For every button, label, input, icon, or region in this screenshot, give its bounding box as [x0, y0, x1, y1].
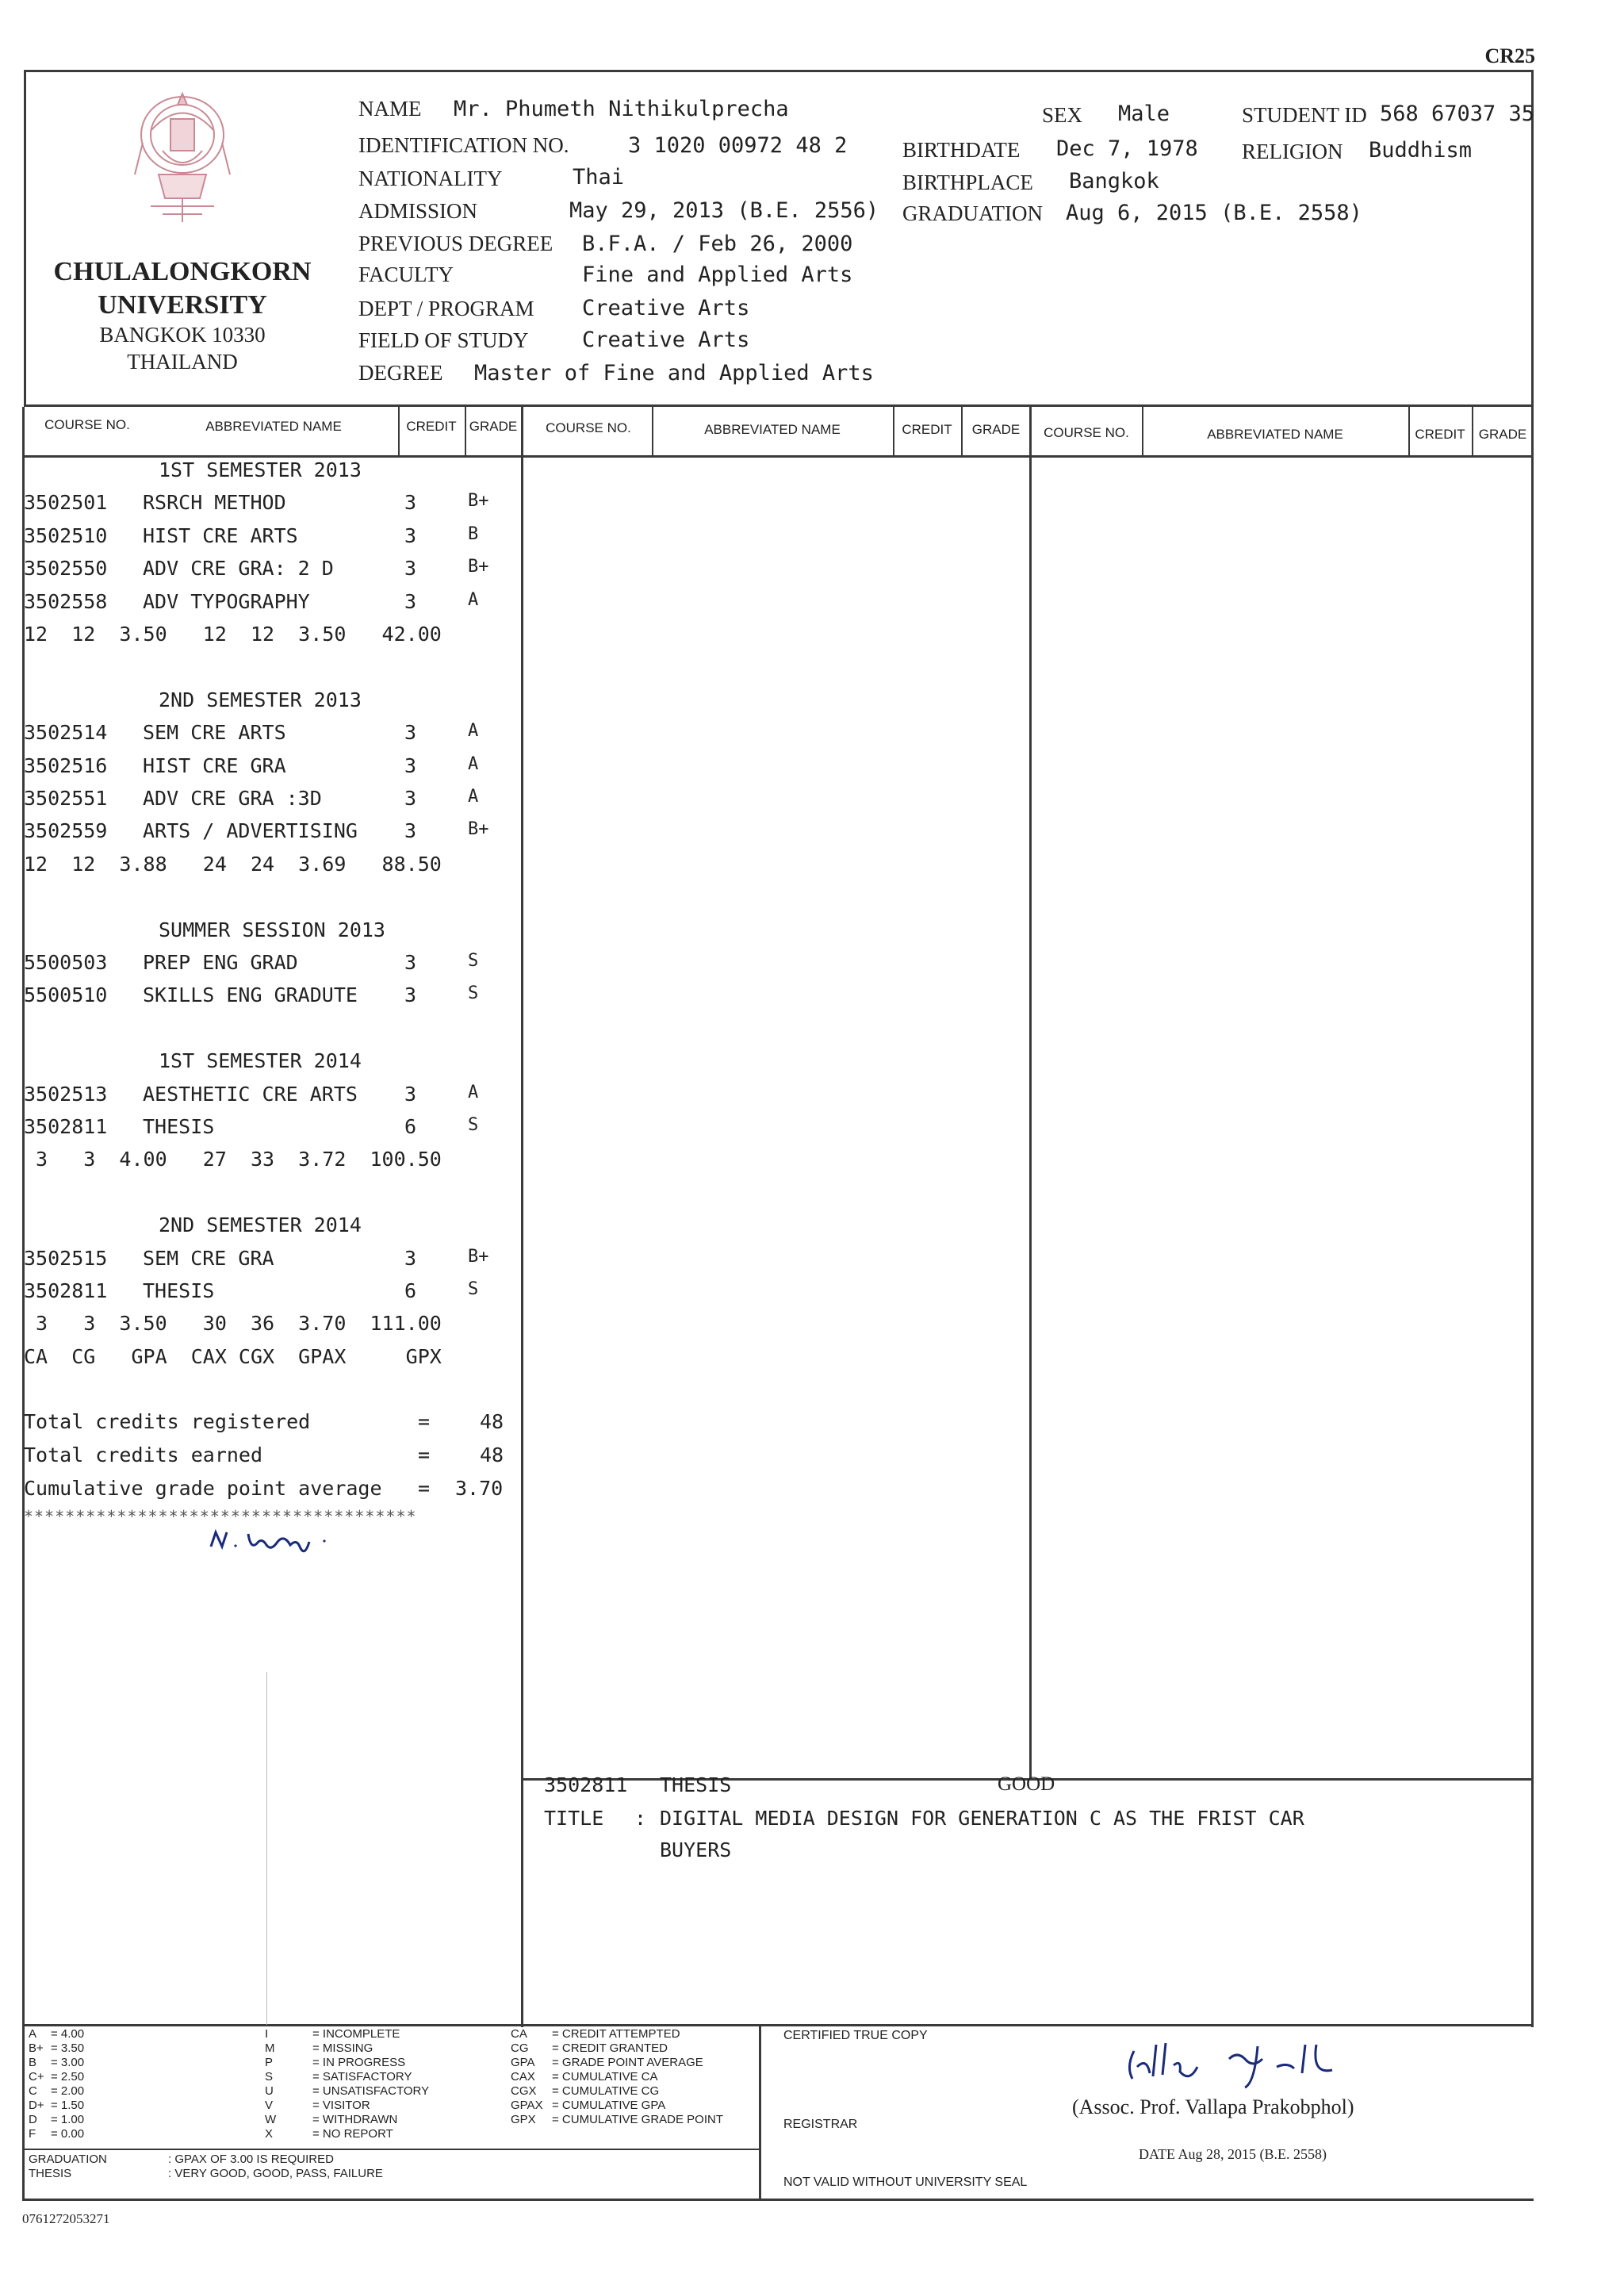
abbrev-entry-value: = CREDIT GRANTED	[552, 2041, 668, 2055]
legend-left	[22, 2024, 25, 2201]
course-credit: 3	[404, 983, 417, 1006]
total-earned-label: Total credits earned	[24, 1443, 263, 1466]
legend-grad-divider	[22, 2149, 760, 2150]
abbrev-entry-value: = CREDIT ATTEMPTED	[552, 2027, 680, 2041]
course-grade: B+	[468, 819, 489, 839]
grade-entry-value: = 2.50	[51, 2070, 85, 2084]
thesis-title-line2: BUYERS	[660, 1838, 732, 1861]
grade-entry-key: D+	[29, 2099, 44, 2112]
cumulative-gpa-row	[24, 1477, 515, 1509]
summary-values: 3 3 4.00 27 33 3.72 100.50	[24, 1148, 442, 1171]
semester-summary	[24, 1345, 515, 1377]
dept-label: DEPT / PROGRAM	[358, 297, 534, 320]
course-name: ADV TYPOGRAPHY	[143, 590, 310, 613]
graduation-requirement: : GPAX OF 3.00 IS REQUIRED	[168, 2153, 334, 2166]
course-name: RSRCH METHOD	[143, 491, 286, 514]
faculty-value: Fine and Applied Arts	[582, 263, 853, 287]
graduation-requirements-text	[168, 2153, 383, 2181]
religion-label: RELIGION	[1242, 140, 1343, 163]
total-registered-row	[24, 1410, 515, 1442]
frame-right	[1531, 70, 1534, 2027]
total-earned-row	[24, 1443, 515, 1475]
grade-entry	[29, 2127, 84, 2141]
semester-summary	[24, 1148, 515, 1179]
colon: :	[634, 1807, 647, 1830]
abbrev-entry	[511, 2027, 723, 2041]
grade-entry-key: D	[29, 2113, 37, 2126]
admission-value: May 29, 2013 (B.E. 2556)	[569, 198, 879, 223]
name-value: Mr. Phumeth Nithikulprecha	[454, 97, 789, 121]
university-seal	[127, 87, 238, 226]
grade-entry-value: = 3.00	[51, 2056, 85, 2069]
grade-entry-key: B	[29, 2056, 37, 2069]
university-address	[32, 321, 333, 375]
course-name: SKILLS ENG GRADUTE	[143, 983, 358, 1006]
sex-value: Male	[1118, 102, 1170, 126]
id-no-value: 3 1020 00972 48 2	[628, 133, 848, 158]
birthplace-value: Bangkok	[1069, 169, 1159, 194]
col-header-credit: CREDIT	[1415, 427, 1465, 442]
course-grade: B+	[468, 557, 489, 577]
course-grade: A	[468, 721, 479, 741]
colhead-bottom-1	[24, 455, 1534, 458]
course-grade: B+	[468, 491, 489, 511]
course-row	[24, 787, 515, 818]
thesis-title-row-2	[544, 1838, 1496, 1870]
code-entry-value: = NO REPORT	[312, 2127, 393, 2141]
course-code: 3502811	[24, 1279, 108, 1302]
grade-entry-value: = 1.50	[51, 2099, 85, 2112]
degree-label: DEGREE	[358, 361, 443, 385]
registrar-name: (Assoc. Prof. Vallapa Prakobphol)	[1072, 2095, 1354, 2118]
total-registered-value: 48	[480, 1410, 504, 1433]
legend-top	[22, 2024, 1534, 2026]
faculty-label: FACULTY	[358, 263, 454, 286]
course-grade: B	[468, 524, 479, 544]
degree-value: Master of Fine and Applied Arts	[474, 361, 874, 385]
code-entry-key: I	[265, 2027, 269, 2041]
code-legend	[265, 2027, 429, 2141]
grade-entry-key: B+	[29, 2041, 44, 2055]
graduation-value: Aug 6, 2015 (B.E. 2558)	[1066, 201, 1362, 225]
course-code: 5500503	[24, 951, 108, 974]
semester-heading	[24, 1049, 515, 1081]
course-row	[24, 951, 515, 983]
birthdate-label: BIRTHDATE	[902, 138, 1021, 162]
university-name-line2: UNIVERSITY	[98, 290, 267, 320]
certification-date: DATE Aug 28, 2015 (B.E. 2558)	[1139, 2146, 1327, 2162]
header-bottom	[24, 404, 1534, 407]
cumulative-gpa-label: Cumulative grade point average	[24, 1477, 382, 1500]
course-row	[24, 557, 515, 588]
course-name: HIST CRE ARTS	[143, 524, 298, 547]
summary-values: 3 3 3.50 30 36 3.70 111.00	[24, 1312, 442, 1335]
code-entry-value: = MISSING	[312, 2041, 373, 2055]
thesis-result: GOOD	[998, 1773, 1055, 1795]
previous-degree-label: PREVIOUS DEGREE	[358, 232, 553, 255]
grade-entry	[29, 2113, 84, 2127]
code-entry	[265, 2027, 429, 2041]
spacer	[24, 885, 515, 917]
course-code: 3502514	[24, 721, 108, 744]
document-code: CR25	[1484, 44, 1535, 67]
code-entry-key: P	[265, 2056, 274, 2069]
course-credit: 3	[404, 787, 417, 810]
course-credit: 3	[404, 754, 417, 777]
semester-title: 1ST SEMESTER 2014	[159, 1049, 362, 1072]
course-row	[24, 1115, 515, 1147]
course-grade: A	[468, 787, 479, 807]
course-name: ARTS / ADVERTISING	[143, 819, 358, 842]
semester-summary	[24, 623, 515, 654]
code-entry	[265, 2099, 429, 2113]
col-header-abbr-name: ABBREVIATED NAME	[205, 419, 342, 434]
thesis-title-row	[544, 1807, 1527, 1838]
course-row	[24, 754, 515, 786]
grade-entry-key: A	[29, 2027, 37, 2041]
course-grade: A	[468, 1083, 479, 1102]
course-grade: S	[468, 951, 479, 971]
field-value: Creative Arts	[582, 328, 750, 352]
course-name: PREP ENG GRAD	[143, 951, 298, 974]
semester-title: SUMMER SESSION 2013	[159, 918, 385, 941]
graduation-label: GRADUATION	[29, 2153, 107, 2166]
grade-entry	[29, 2056, 84, 2070]
handwritten-initials	[205, 1523, 355, 1562]
nationality-label: NATIONALITY	[358, 167, 503, 190]
grade-entry-value: = 2.00	[51, 2084, 85, 2098]
birthdate-value: Dec 7, 1978	[1056, 136, 1198, 161]
legend-divider	[759, 2024, 761, 2201]
certified-true-copy: CERTIFIED TRUE COPY	[783, 2029, 928, 2042]
code-entry-key: V	[265, 2099, 274, 2112]
registrar-label: REGISTRAR	[783, 2118, 858, 2131]
course-grade: A	[468, 754, 479, 774]
grade-entry-key: F	[29, 2127, 36, 2141]
course-row	[24, 1083, 515, 1114]
total-earned-value: 48	[480, 1443, 504, 1466]
grade-entry-value: = 0.00	[51, 2127, 85, 2141]
university-name-line1: CHULALONGKORN	[53, 257, 312, 286]
thesis-row	[544, 1773, 1496, 1805]
abbrev-entry	[511, 2113, 723, 2127]
equals-sign: =	[418, 1443, 431, 1466]
previous-degree-value: B.F.A. / Feb 26, 2000	[582, 232, 853, 256]
course-code: 3502550	[24, 557, 108, 580]
spacer	[24, 1181, 515, 1213]
col-header-course-no: COURSE NO.	[546, 420, 631, 435]
grade-entry-value: = 3.50	[51, 2041, 85, 2055]
thesis-label: THESIS	[29, 2167, 72, 2180]
code-entry-value: = WITHDRAWN	[312, 2113, 398, 2126]
col-header-course-no: COURSE NO.	[1044, 425, 1129, 440]
course-credit: 3	[404, 819, 417, 842]
abbrev-entry-value: = CUMULATIVE GRADE POINT	[552, 2113, 724, 2126]
grade-entry-value: = 1.00	[51, 2113, 85, 2126]
frame-top	[24, 70, 1534, 72]
abbrev-entry	[511, 2084, 723, 2099]
col-header-grade: GRADE	[469, 419, 518, 434]
course-row	[24, 983, 515, 1015]
registrar-signature	[1118, 2035, 1372, 2091]
course-code: 3502811	[24, 1115, 108, 1138]
course-name: AESTHETIC CRE ARTS	[143, 1083, 358, 1106]
course-grade: S	[468, 983, 479, 1003]
code-entry-key: W	[265, 2113, 277, 2126]
summary-values: CA CG GPA CAX CGX GPAX GPX	[24, 1345, 442, 1368]
col-header-grade: GRADE	[971, 422, 1021, 437]
frame-left-top	[24, 70, 26, 407]
semester-title: 2ND SEMESTER 2014	[159, 1213, 362, 1236]
course-name: SEM CRE GRA	[143, 1247, 274, 1270]
course-row	[24, 590, 515, 622]
course-code: 3502559	[24, 819, 108, 842]
code-entry-value: = UNSATISFACTORY	[312, 2084, 430, 2098]
col-header-abbr-name: ABBREVIATED NAME	[704, 422, 841, 437]
serial-number: 0761272053271	[22, 2211, 110, 2226]
course-name: SEM CRE ARTS	[143, 721, 286, 744]
abbrev-entry	[511, 2041, 723, 2056]
student-id-label: STUDENT ID	[1242, 103, 1367, 127]
code-entry	[265, 2127, 429, 2141]
summary-values: 12 12 3.88 24 24 3.69 88.50	[24, 853, 442, 876]
abbreviation-legend	[511, 2027, 723, 2127]
not-valid-notice: NOT VALID WITHOUT UNIVERSITY SEAL	[783, 2176, 1028, 2189]
abbrev-entry	[511, 2099, 723, 2113]
semester-heading	[24, 688, 515, 720]
name-label: NAME	[358, 97, 422, 121]
code-entry-key: M	[265, 2041, 275, 2055]
column-divider-1	[521, 407, 523, 2027]
grade-entry	[29, 2027, 84, 2041]
semester-title: 2ND SEMESTER 2013	[159, 688, 362, 711]
course-name: ADV CRE GRA :3D	[143, 787, 322, 810]
id-no-label: IDENTIFICATION NO.	[358, 133, 569, 157]
course-code: 3502501	[24, 491, 108, 514]
abbrev-entry-value: = CUMULATIVE CG	[552, 2084, 660, 2098]
summary-values: 12 12 3.50 12 12 3.50 42.00	[24, 623, 442, 646]
code-entry-value: = SATISFACTORY	[312, 2070, 412, 2084]
legend-bottom	[22, 2199, 1534, 2201]
grade-entry	[29, 2099, 84, 2113]
course-credit: 3	[404, 1247, 417, 1270]
course-row	[24, 524, 515, 556]
university-address-line2: THAILAND	[127, 350, 238, 374]
grade-legend	[29, 2027, 84, 2141]
course-code: 3502513	[24, 1083, 108, 1106]
course-grade: A	[468, 590, 479, 610]
code-entry	[265, 2041, 429, 2056]
cumulative-gpa-value: 3.70	[455, 1477, 504, 1500]
spacer	[24, 1017, 515, 1048]
code-entry	[265, 2056, 429, 2070]
abbrev-entry-key: CAX	[511, 2070, 535, 2084]
university-address-line1: BANGKOK 10330	[99, 323, 266, 347]
grade-entry-value: = 4.00	[51, 2027, 85, 2041]
code-entry-key: X	[265, 2127, 274, 2141]
abbrev-entry-key: CG	[511, 2041, 529, 2055]
abbrev-entry-value: = CUMULATIVE GPA	[552, 2099, 666, 2112]
graduation-requirements-labels	[29, 2153, 107, 2181]
code-entry-key: U	[265, 2084, 274, 2098]
course-credit: 6	[404, 1115, 417, 1138]
course-credit: 3	[404, 524, 417, 547]
graduation-label: GRADUATION	[902, 201, 1043, 225]
course-credit: 3	[404, 590, 417, 613]
spacer	[24, 655, 515, 687]
column-divider-2	[1029, 407, 1032, 1781]
course-code: 5500510	[24, 983, 108, 1006]
course-code: 3502516	[24, 754, 108, 777]
code-entry-value: = INCOMPLETE	[312, 2027, 400, 2041]
course-credit: 3	[404, 951, 417, 974]
religion-value: Buddhism	[1369, 138, 1473, 163]
grade-entry	[29, 2041, 84, 2056]
code-entry	[265, 2113, 429, 2127]
course-code: 3502551	[24, 787, 108, 810]
thesis-title-label: TITLE	[544, 1807, 604, 1830]
course-name: ADV CRE GRA: 2 D	[143, 557, 334, 580]
semester-title: 1ST SEMESTER 2013	[159, 458, 362, 481]
equals-sign: =	[418, 1477, 431, 1500]
course-credit: 3	[404, 1083, 417, 1106]
col-header-credit: CREDIT	[902, 422, 952, 437]
student-id-value: 568 67037 35	[1380, 102, 1535, 126]
abbrev-entry-key: GPX	[511, 2113, 536, 2126]
grade-entry-key: C	[29, 2084, 37, 2098]
abbrev-entry-key: GPAX	[511, 2099, 543, 2112]
thesis-name: THESIS	[660, 1773, 732, 1796]
nationality-value: Thai	[573, 165, 625, 190]
course-code: 3502558	[24, 590, 108, 613]
course-row	[24, 1279, 515, 1311]
star-line: **************************************	[24, 1507, 417, 1526]
thesis-code: 3502811	[544, 1773, 628, 1796]
course-credit: 3	[404, 557, 417, 580]
course-code: 3502510	[24, 524, 108, 547]
total-registered-label: Total credits registered	[24, 1410, 311, 1433]
abbrev-entry-key: CA	[511, 2027, 527, 2041]
admission-label: ADMISSION	[358, 199, 478, 223]
abbrev-entry-value: = CUMULATIVE CA	[552, 2070, 658, 2084]
course-row	[24, 1247, 515, 1279]
course-grade: B+	[468, 1247, 489, 1267]
course-row	[24, 721, 515, 753]
sex-label: SEX	[1042, 103, 1083, 127]
code-entry-value: = IN PROGRESS	[312, 2056, 406, 2069]
grade-entry	[29, 2084, 84, 2099]
field-label: FIELD OF STUDY	[358, 328, 529, 352]
abbrev-entry-key: GPA	[511, 2056, 535, 2069]
course-credit: 3	[404, 491, 417, 514]
thesis-grading: : VERY GOOD, GOOD, PASS, FAILURE	[168, 2167, 383, 2180]
thesis-title-line1: DIGITAL MEDIA DESIGN FOR GENERATION C AS THE FRIST CAR	[660, 1807, 1304, 1830]
course-name: THESIS	[143, 1279, 215, 1302]
university-name	[32, 255, 333, 322]
course-code: 3502515	[24, 1247, 108, 1270]
course-credit: 6	[404, 1279, 417, 1302]
semester-heading	[24, 458, 515, 490]
code-entry	[265, 2084, 429, 2099]
semester-summary	[24, 853, 515, 884]
course-name: THESIS	[143, 1115, 215, 1138]
abbrev-entry-key: CGX	[511, 2084, 537, 2098]
course-credit: 3	[404, 721, 417, 744]
abbrev-entry	[511, 2070, 723, 2084]
col-header-course-no: COURSE NO.	[44, 417, 130, 432]
birthplace-label: BIRTHPLACE	[902, 171, 1033, 194]
code-entry-key: S	[265, 2070, 274, 2084]
grade-entry-key: C+	[29, 2070, 44, 2084]
course-row	[24, 491, 515, 523]
dept-value: Creative Arts	[582, 296, 750, 320]
abbrev-entry-value: = GRADE POINT AVERAGE	[552, 2056, 703, 2069]
col-header-abbr-name: ABBREVIATED NAME	[1207, 427, 1343, 442]
semester-heading	[24, 1213, 515, 1245]
col-header-grade: GRADE	[1478, 427, 1527, 442]
code-entry	[265, 2070, 429, 2084]
equals-sign: =	[418, 1410, 431, 1433]
semester-summary	[24, 1312, 515, 1344]
course-grade: S	[468, 1115, 479, 1135]
grade-entry	[29, 2070, 84, 2084]
course-grade: S	[468, 1279, 479, 1299]
course-name: HIST CRE GRA	[143, 754, 286, 777]
semester-heading	[24, 918, 515, 950]
col1-left-rule	[266, 1672, 267, 2025]
course-row	[24, 819, 515, 851]
code-entry-value: = VISITOR	[312, 2099, 370, 2112]
abbrev-entry	[511, 2056, 723, 2070]
col-header-credit: CREDIT	[406, 419, 457, 434]
